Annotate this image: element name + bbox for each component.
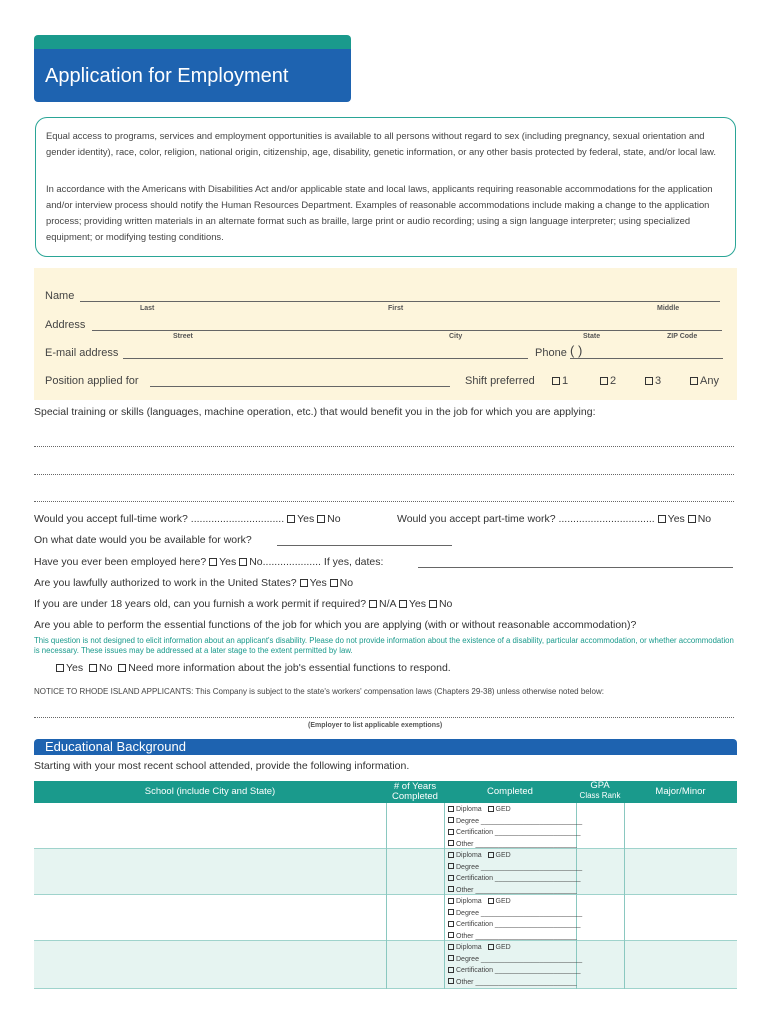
essential-answer-options: [56, 662, 451, 674]
row3-other-text: Other: [456, 932, 474, 940]
row1-other-checkbox[interactable]: [448, 840, 454, 846]
education-intro: Starting with your most recent school attended, provide the following information.: [34, 760, 410, 772]
row2-other-line[interactable]: __________________________: [475, 886, 577, 894]
under18-question: [34, 598, 452, 610]
row4-other-text: Other: [456, 978, 474, 986]
row2-cert-checkbox[interactable]: [448, 875, 454, 881]
street-caption: Street: [173, 333, 193, 340]
employed-yes-text: Yes: [219, 556, 237, 568]
row4-completed-options: [448, 942, 582, 988]
authorized-yes-text: Yes: [309, 577, 327, 589]
row3-ged-checkbox[interactable]: [488, 898, 494, 904]
row1-completed-options: [448, 804, 582, 850]
shift-label: Shift preferred: [465, 375, 535, 387]
parttime-yes-checkbox[interactable]: [658, 515, 666, 523]
row3-cert-checkbox[interactable]: [448, 921, 454, 927]
row3-completed-options: [448, 896, 582, 942]
address-label: Address: [45, 319, 86, 331]
shift-any-checkbox[interactable]: [690, 377, 698, 385]
row2-ged-checkbox[interactable]: [488, 852, 494, 858]
row1-cert-checkbox[interactable]: [448, 829, 454, 835]
fulltime-yes-checkbox[interactable]: [287, 515, 295, 523]
shift-3-text: 3: [655, 375, 662, 387]
row1-diploma-text: Diploma: [456, 806, 482, 813]
row2-degree-text: Degree: [456, 863, 479, 871]
employment-dates-input[interactable]: [418, 567, 733, 568]
parttime-no-checkbox[interactable]: [688, 515, 696, 523]
row2-diploma-checkbox[interactable]: [448, 852, 454, 858]
under18-no-text: No: [438, 598, 453, 610]
rhode-island-notice: NOTICE TO RHODE ISLAND APPLICANTS: This Company is subject to the state's workers' compensation laws (Chapters 29-38) unless otherwise noted below:: [34, 687, 604, 696]
row4-diploma-checkbox[interactable]: [448, 944, 454, 950]
row2-completed-options: [448, 850, 582, 896]
col-divider-4: [624, 803, 625, 989]
row4-cert-text: Certification: [456, 967, 493, 974]
shift-3-option[interactable]: [645, 375, 661, 387]
city-caption: City: [449, 333, 463, 340]
row4-ged-checkbox[interactable]: [488, 944, 494, 950]
row1-degree-line[interactable]: __________________________: [480, 817, 583, 825]
col-completed-header: Completed: [487, 786, 533, 797]
parttime-question: [397, 513, 711, 525]
position-input[interactable]: [150, 386, 450, 387]
row3-degree-line[interactable]: __________________________: [480, 909, 583, 917]
fulltime-no-text: No: [327, 513, 341, 525]
col-years-line1: # of Years: [393, 781, 437, 792]
shift-2-option[interactable]: [600, 375, 616, 387]
fulltime-question: [34, 513, 341, 525]
essential-no-text: No: [98, 662, 113, 674]
fulltime-yes-text: Yes: [297, 513, 315, 525]
employed-no-checkbox[interactable]: [239, 558, 247, 566]
phone-label: Phone: [535, 347, 567, 359]
row2-degree-checkbox[interactable]: [448, 863, 454, 869]
row4-degree-text: Degree: [456, 955, 479, 963]
row1-degree-text: Degree: [456, 817, 479, 825]
under18-yes-text: Yes: [408, 598, 427, 610]
disability-disclaimer: This question is not designed to elicit information about an applicant's disability. Please do not provide information about the existence of a disability, particular accommodation, or whether accommodation is necessary. These issues may be addressed at a later stage to the extent permitted by law.: [34, 636, 734, 655]
row4-ged-text: GED: [495, 944, 511, 951]
authorized-text: Are you lawfully authorized to work in the United States?: [34, 577, 297, 589]
row3-other-checkbox[interactable]: [448, 932, 454, 938]
email-input[interactable]: [123, 358, 528, 359]
essential-functions-question: Are you able to perform the essential functions of the job for which you are applying (with or without reasonable accommodation)?: [34, 619, 637, 631]
training-line-1[interactable]: [34, 446, 734, 447]
need-info-checkbox[interactable]: [118, 664, 126, 672]
essential-yes-text: Yes: [66, 662, 84, 674]
phone-area-code[interactable]: ( ): [570, 343, 583, 358]
col-divider-1: [386, 803, 387, 989]
exemptions-caption: (Employer to list applicable exemptions): [308, 722, 443, 729]
zip-caption: ZIP Code: [667, 333, 698, 340]
under18-na-checkbox[interactable]: [369, 600, 377, 608]
training-question: Special training or skills (languages, machine operation, etc.) that would benefit you in the job for which you are applying:: [34, 406, 596, 418]
header-accent-bar: [34, 35, 351, 49]
essential-no-checkbox[interactable]: [89, 664, 97, 672]
training-line-3[interactable]: [34, 501, 734, 502]
address-input[interactable]: [92, 330, 722, 331]
row3-other-line[interactable]: __________________________: [475, 932, 577, 940]
row2-diploma-text: Diploma: [456, 852, 482, 859]
row4-degree-line[interactable]: __________________________: [480, 955, 583, 963]
col-years-line2: Completed: [392, 791, 438, 802]
row1-cert-line[interactable]: ______________________: [494, 829, 581, 836]
start-date-question: On what date would you be available for work?: [34, 534, 252, 546]
essential-yes-checkbox[interactable]: [56, 664, 64, 672]
ada-notice-paragraph: In accordance with the Americans with Disabilities Act and/or applicable state and local laws, applicants requiring reasonable accommodations for the application and/or interview process should notify the Human Resources Department. Examples of reasonable accommodations include making a change to the application process; providing written materials in an alternate format such as braille, large print or audio recording; using a sign language interpreter; using specialized equipment; or modifying testing conditions.: [46, 183, 713, 242]
parttime-yes-text: Yes: [667, 513, 685, 525]
first-name-caption: First: [388, 305, 404, 312]
under18-text: If you are under 18 years old, can you furnish a work permit if required?: [34, 598, 367, 610]
row1-cert-text: Certification: [456, 829, 493, 836]
col-years-header: [386, 782, 444, 802]
shift-1-text: 1: [562, 375, 569, 387]
under18-yes-checkbox[interactable]: [399, 600, 407, 608]
education-section-title: Educational Background: [45, 739, 186, 754]
row3-diploma-checkbox[interactable]: [448, 898, 454, 904]
position-label: Position applied for: [45, 375, 139, 387]
row2-cert-text: Certification: [456, 875, 493, 882]
start-date-input[interactable]: [277, 545, 452, 546]
parttime-no-text: No: [697, 513, 712, 525]
middle-name-caption: Middle: [657, 305, 680, 312]
employed-yes-checkbox[interactable]: [209, 558, 217, 566]
phone-input[interactable]: [570, 358, 723, 359]
employed-here-text: Have you ever been employed here?: [34, 556, 207, 568]
shift-3-checkbox[interactable]: [645, 377, 653, 385]
if-yes-dates-label: If yes, dates:: [323, 556, 384, 568]
shift-any-option[interactable]: [690, 375, 719, 387]
shift-1-checkbox[interactable]: [552, 377, 560, 385]
state-caption: State: [583, 333, 601, 340]
name-input[interactable]: [80, 301, 720, 302]
fulltime-text: Would you accept full-time work? ................................: [34, 513, 285, 525]
row4-cert-checkbox[interactable]: [448, 967, 454, 973]
need-info-text: Need more information about the job's essential functions to respond.: [128, 662, 451, 674]
col-gpa-line2: Class Rank: [579, 791, 621, 800]
employed-dots: ....................: [262, 556, 321, 568]
email-label: E-mail address: [45, 347, 119, 359]
col-gpa-line1: GPA: [590, 780, 610, 791]
row2-other-checkbox[interactable]: [448, 886, 454, 892]
row1-other-text: Other: [456, 840, 474, 848]
employed-here-question: [34, 556, 383, 568]
row2-cert-line[interactable]: ______________________: [494, 875, 581, 882]
page-title: Application for Employment: [45, 65, 289, 87]
under18-na-text: N/A: [379, 598, 396, 610]
last-name-caption: Last: [140, 305, 155, 312]
row3-cert-text: Certification: [456, 921, 493, 928]
row3-degree-checkbox[interactable]: [448, 909, 454, 915]
under18-no-checkbox[interactable]: [429, 600, 437, 608]
row4-diploma-text: Diploma: [456, 944, 482, 951]
row2-ged-text: GED: [495, 852, 511, 859]
eeo-notice-paragraph: Equal access to programs, services and employment opportunities is available to all persons without regard to sex (including pregnancy, sexual orientation and gender identity), race, color, religion, national origin, citizenship, age, disability, genetic information, or any other basis protected by federal, state, and/or local law.: [46, 130, 716, 157]
authorized-question: [34, 577, 353, 589]
row1-degree-checkbox[interactable]: [448, 817, 454, 823]
row3-diploma-text: Diploma: [456, 898, 482, 905]
col-school-header: School (include City and State): [144, 786, 276, 797]
col-major-header: Major/Minor: [655, 786, 706, 797]
row4-other-line[interactable]: __________________________: [475, 978, 577, 986]
authorized-no-checkbox[interactable]: [330, 579, 338, 587]
row1-ged-text: GED: [495, 806, 511, 813]
shift-1-option[interactable]: [552, 375, 568, 387]
shift-2-text: 2: [610, 375, 617, 387]
row2-other-text: Other: [456, 886, 474, 894]
shift-2-checkbox[interactable]: [600, 377, 608, 385]
row3-degree-text: Degree: [456, 909, 479, 917]
row1-ged-checkbox[interactable]: [488, 806, 494, 812]
fulltime-no-checkbox[interactable]: [317, 515, 325, 523]
name-label: Name: [45, 290, 75, 302]
row1-diploma-checkbox[interactable]: [448, 806, 454, 812]
authorized-yes-checkbox[interactable]: [300, 579, 308, 587]
row2-degree-line[interactable]: __________________________: [480, 863, 583, 871]
authorized-no-text: No: [339, 577, 354, 589]
row3-cert-line[interactable]: ______________________: [494, 921, 581, 928]
eeo-notice-box: [35, 117, 736, 257]
shift-any-text: Any: [700, 375, 719, 387]
employed-no-text: No: [249, 556, 263, 568]
exemptions-input[interactable]: [34, 717, 734, 718]
row4-cert-line[interactable]: ______________________: [494, 967, 581, 974]
row4-degree-checkbox[interactable]: [448, 955, 454, 961]
row4-other-checkbox[interactable]: [448, 978, 454, 984]
row3-ged-text: GED: [495, 898, 511, 905]
personal-info-section: [34, 268, 737, 400]
col-divider-2: [444, 803, 445, 989]
training-line-2[interactable]: [34, 474, 734, 475]
row1-other-line[interactable]: __________________________: [475, 840, 577, 848]
col-gpa-header: [576, 781, 624, 801]
parttime-text: Would you accept part-time work? .................................: [397, 513, 655, 525]
